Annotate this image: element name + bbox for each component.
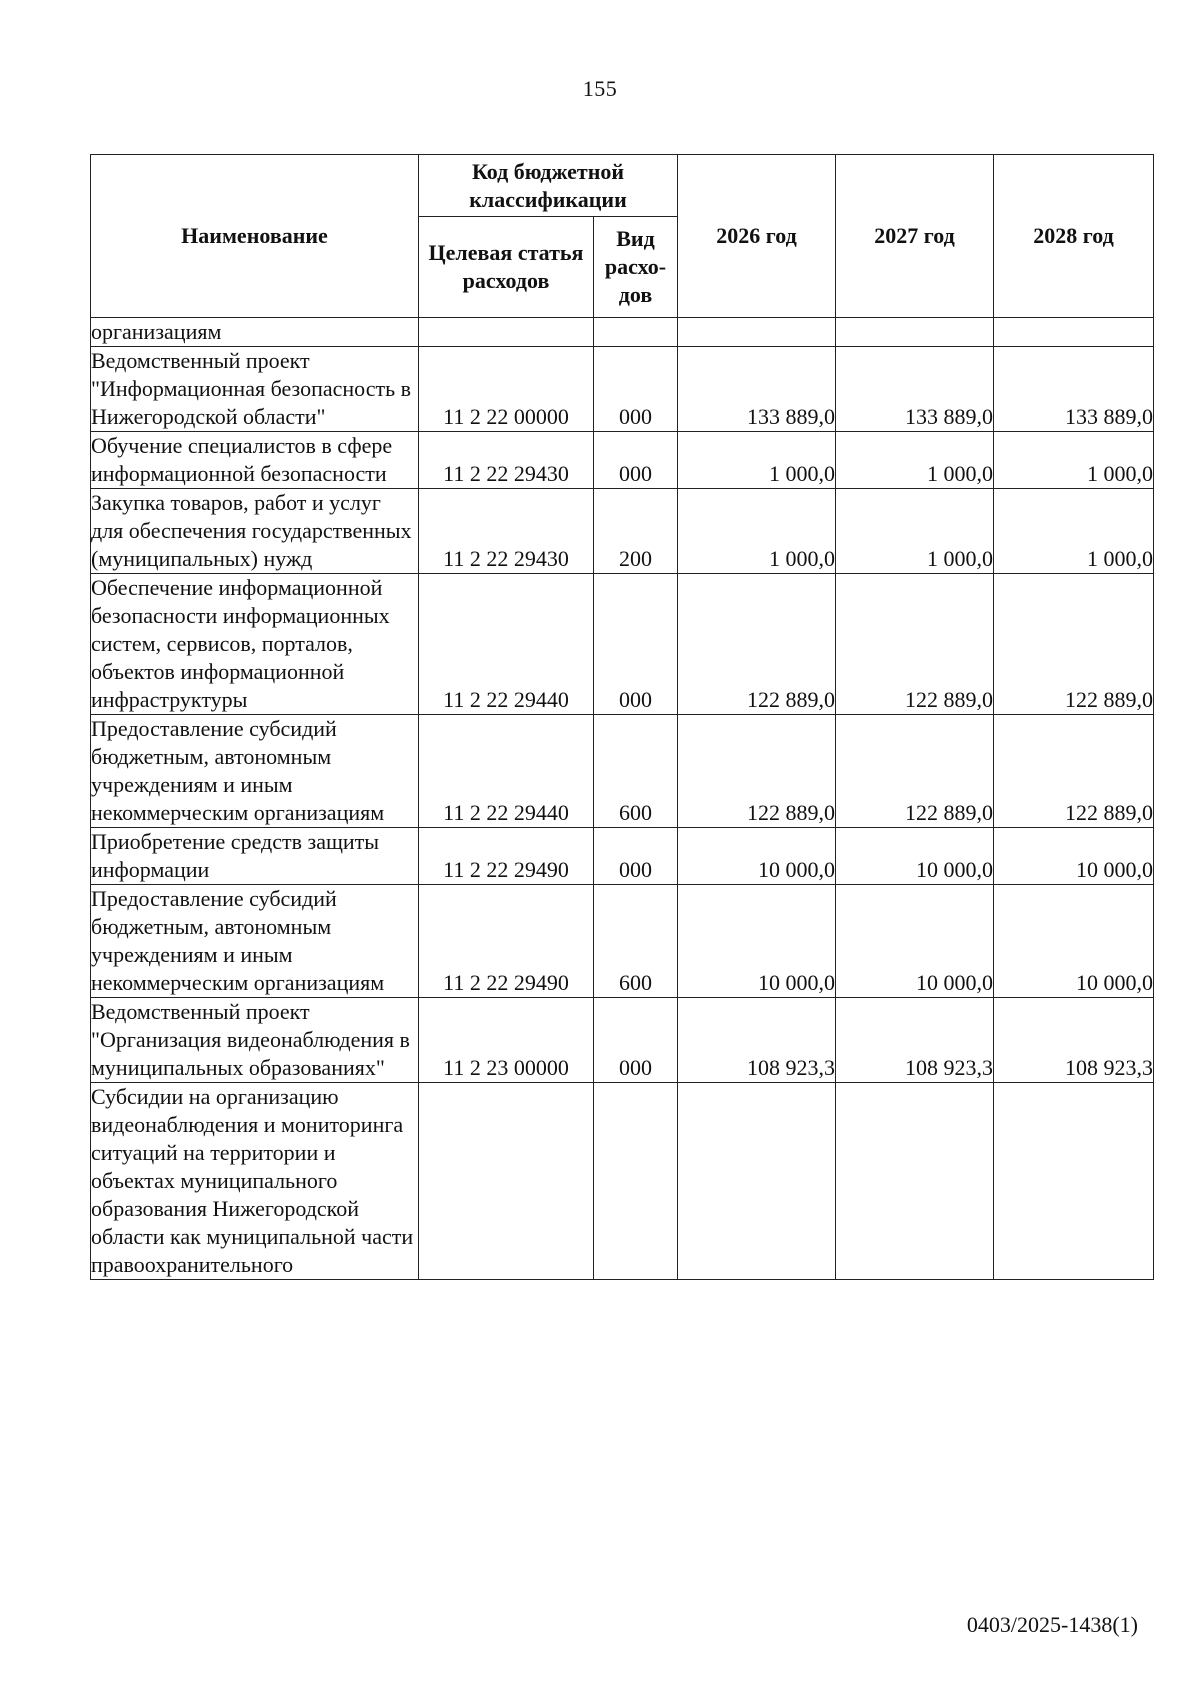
header-target-article: Целевая статья расходов [419, 217, 594, 318]
row-target-article: 11 2 23 00000 [419, 998, 594, 1083]
table-row [91, 489, 1154, 574]
row-target-article [419, 1083, 594, 1280]
table-row [91, 885, 1154, 998]
table-row [91, 715, 1154, 828]
row-target-article: 11 2 22 00000 [419, 347, 594, 432]
header-expense-type: Вид расхо-дов [594, 217, 678, 318]
row-value-2027: 1 000,0 [836, 489, 994, 574]
row-expense-type: 000 [594, 432, 678, 489]
row-name: Ведомственный проект "Информационная безопасность в Нижегородской области" [91, 347, 419, 432]
row-name: Закупка товаров, работ и услуг для обеспечения государственных (муниципальных) нужд [91, 489, 419, 574]
row-target-article: 11 2 22 29440 [419, 715, 594, 828]
row-value-2026: 1 000,0 [678, 432, 836, 489]
row-value-2026: 133 889,0 [678, 347, 836, 432]
row-name: Предоставление субсидий бюджетным, автономным учреждениям и иным некоммерческим организациям [91, 885, 419, 998]
row-target-article [419, 318, 594, 347]
row-value-2026: 122 889,0 [678, 574, 836, 715]
row-name: Обучение специалистов в сфере информационной безопасности [91, 432, 419, 489]
row-target-article: 11 2 22 29430 [419, 489, 594, 574]
row-value-2028: 133 889,0 [994, 347, 1154, 432]
row-target-article: 11 2 22 29440 [419, 574, 594, 715]
header-kbk-group: Код бюджетной классификации [419, 155, 678, 217]
row-value-2027 [836, 318, 994, 347]
row-target-article: 11 2 22 29490 [419, 885, 594, 998]
row-target-article: 11 2 22 29430 [419, 432, 594, 489]
table-row [91, 432, 1154, 489]
row-value-2027: 122 889,0 [836, 715, 994, 828]
row-value-2028: 122 889,0 [994, 574, 1154, 715]
row-value-2026: 10 000,0 [678, 885, 836, 998]
row-value-2027: 108 923,3 [836, 998, 994, 1083]
row-name: Ведомственный проект "Организация видеонаблюдения в муниципальных образованиях" [91, 998, 419, 1083]
page-number: 155 [582, 76, 618, 101]
row-value-2026: 122 889,0 [678, 715, 836, 828]
row-value-2028: 1 000,0 [994, 432, 1154, 489]
row-expense-type: 000 [594, 998, 678, 1083]
row-name: организациям [91, 318, 419, 347]
row-value-2028: 1 000,0 [994, 489, 1154, 574]
budget-table [90, 154, 1154, 1280]
document-code: 0403/2025-1438(1) [966, 1612, 1138, 1637]
table-row [91, 828, 1154, 885]
row-expense-type: 600 [594, 885, 678, 998]
row-value-2026: 1 000,0 [678, 489, 836, 574]
row-value-2027: 10 000,0 [836, 885, 994, 998]
row-expense-type: 600 [594, 715, 678, 828]
row-value-2027: 10 000,0 [836, 828, 994, 885]
row-value-2028: 108 923,3 [994, 998, 1154, 1083]
row-expense-type: 000 [594, 574, 678, 715]
row-value-2027: 122 889,0 [836, 574, 994, 715]
row-name: Предоставление субсидий бюджетным, автономным учреждениям и иным некоммерческим организациям [91, 715, 419, 828]
row-value-2027: 1 000,0 [836, 432, 994, 489]
row-expense-type: 200 [594, 489, 678, 574]
table-row [91, 574, 1154, 715]
row-value-2026 [678, 1083, 836, 1280]
table-row [91, 1083, 1154, 1280]
row-value-2028 [994, 318, 1154, 347]
table-body [91, 318, 1154, 1280]
row-value-2027 [836, 1083, 994, 1280]
row-expense-type [594, 1083, 678, 1280]
row-value-2027: 133 889,0 [836, 347, 994, 432]
header-name: Наименование [91, 155, 419, 318]
header-year-2026: 2026 год [678, 155, 836, 318]
table-row [91, 347, 1154, 432]
header-year-2027: 2027 год [836, 155, 994, 318]
row-value-2026: 108 923,3 [678, 998, 836, 1083]
row-value-2028 [994, 1083, 1154, 1280]
row-expense-type: 000 [594, 347, 678, 432]
table-row [91, 998, 1154, 1083]
row-value-2026 [678, 318, 836, 347]
row-name: Субсидии на организацию видеонаблюдения и мониторинга ситуаций на территории и объектах муниципального образования Нижегородской области как муниципальной части правоохранительного [91, 1083, 419, 1280]
row-name: Обеспечение информационной безопасности информационных систем, сервисов, порталов, объектов информационной инфраструктуры [91, 574, 419, 715]
table-row [91, 318, 1154, 347]
row-value-2028: 10 000,0 [994, 885, 1154, 998]
row-value-2028: 10 000,0 [994, 828, 1154, 885]
row-expense-type [594, 318, 678, 347]
row-name: Приобретение средств защиты информации [91, 828, 419, 885]
row-expense-type: 000 [594, 828, 678, 885]
row-value-2028: 122 889,0 [994, 715, 1154, 828]
header-year-2028: 2028 год [994, 155, 1154, 318]
row-value-2026: 10 000,0 [678, 828, 836, 885]
row-target-article: 11 2 22 29490 [419, 828, 594, 885]
